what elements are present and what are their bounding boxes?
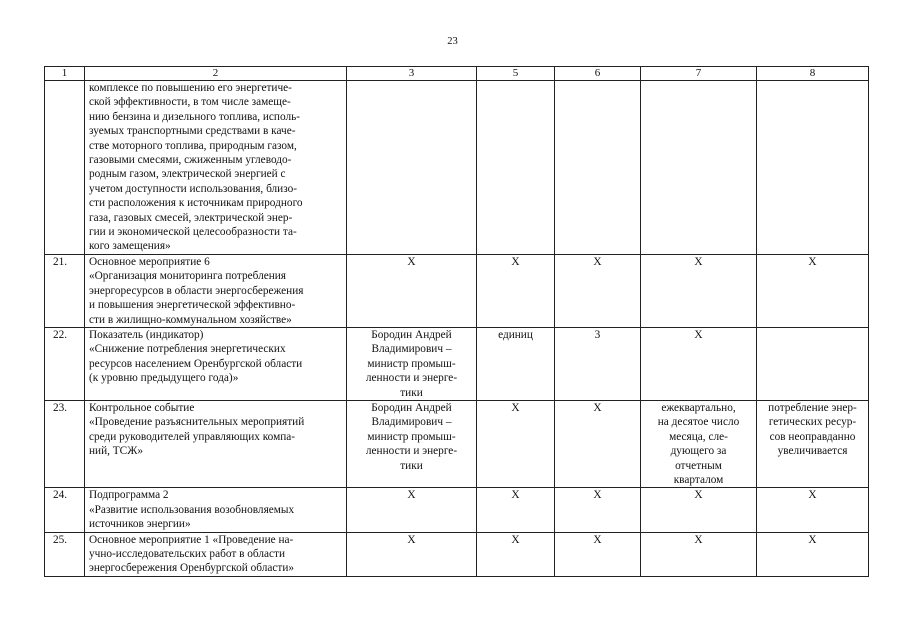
- cell-line: ленности и энерге-: [365, 445, 458, 458]
- risk-cell: [757, 254, 869, 327]
- cell-line: Х: [694, 489, 703, 502]
- page-number: 23: [447, 36, 458, 47]
- cell-line: Владимирович –: [371, 343, 452, 356]
- table-row: [45, 400, 869, 487]
- deadline-cell: [641, 327, 757, 400]
- responsible-cell: [347, 400, 477, 487]
- cell-line: Х: [407, 255, 416, 268]
- risk-cell: [757, 400, 869, 487]
- cell-line: Х: [808, 255, 817, 268]
- cell-line: «Проведение разъяснительных мероприятий: [89, 416, 305, 429]
- cell-line: Основное мероприятие 1 «Проведение на-: [89, 533, 294, 546]
- responsible-cell: [347, 532, 477, 576]
- cell-line: Х: [407, 533, 416, 546]
- cell-line: энергосбережения Оренбургской области»: [89, 562, 295, 575]
- column-header-5: 5: [477, 67, 555, 81]
- table-row: [45, 488, 869, 532]
- unit-cell: [477, 81, 555, 255]
- unit-cell: [477, 254, 555, 327]
- cell-line: Бородин Андрей: [371, 401, 452, 414]
- header-row: [45, 67, 869, 81]
- risk-cell: [757, 532, 869, 576]
- column-header-2: 2: [85, 67, 347, 81]
- cell-line: (к уровню предыдущего года)»: [89, 372, 239, 385]
- cell-line: Х: [694, 533, 703, 546]
- cell-line: сти в жилищно-коммунальном хозяйстве»: [89, 313, 292, 326]
- unit-cell: [477, 400, 555, 487]
- row-number: [45, 81, 85, 255]
- cell-line: сов неоправданно: [769, 430, 856, 443]
- value-cell: [555, 327, 641, 400]
- row-description: [85, 254, 347, 327]
- cell-line: Показатель (индикатор): [89, 328, 204, 341]
- cell-line: Х: [694, 255, 703, 268]
- responsible-cell: [347, 81, 477, 255]
- cell-line: ежеквартально,: [661, 401, 736, 414]
- cell-line: единиц: [498, 328, 533, 341]
- cell-line: учно-исследовательских работ в области: [89, 548, 286, 560]
- cell-line: потребление энер-: [768, 401, 857, 414]
- cell-line: среди руководителей управляющих компа-: [89, 430, 296, 443]
- cell-line: тики: [400, 386, 423, 399]
- cell-line: ресурсов населением Оренбургской области: [89, 357, 303, 370]
- table-row: [45, 81, 869, 255]
- row-number: 22.: [45, 327, 85, 400]
- responsible-cell: [347, 327, 477, 400]
- cell-line: Подпрограмма 2: [89, 489, 169, 502]
- cell-line: «Развитие использования возобновляемых: [89, 503, 295, 516]
- table-row: [45, 254, 869, 327]
- cell-line: Х: [808, 489, 817, 502]
- cell-line: Х: [511, 533, 520, 546]
- deadline-cell: [641, 81, 757, 255]
- cell-line: сти расположения к источникам природного: [89, 197, 303, 210]
- cell-line: комплексе по повышению его энергетиче-: [89, 82, 292, 94]
- row-number: 23.: [45, 400, 85, 487]
- column-header-1: 1: [45, 67, 85, 81]
- value-cell: [555, 400, 641, 487]
- cell-line: министр промыш-: [367, 357, 456, 370]
- cell-line: газовыми смесями, сжиженным углеводо-: [89, 154, 292, 167]
- cell-line: Х: [593, 489, 602, 502]
- cell-line: Х: [808, 533, 817, 546]
- unit-cell: [477, 532, 555, 576]
- row-description: [85, 400, 347, 487]
- cell-line: источников энергии»: [89, 518, 191, 531]
- cell-line: Х: [511, 255, 520, 268]
- risk-cell: [757, 327, 869, 400]
- cell-line: Х: [511, 489, 520, 502]
- cell-line: Контрольное событие: [89, 401, 195, 414]
- cell-line: кварталом: [673, 473, 724, 486]
- deadline-cell: [641, 488, 757, 532]
- cell-line: родным газом, электрической энергией с: [89, 168, 286, 181]
- responsible-cell: [347, 254, 477, 327]
- risk-cell: [757, 488, 869, 532]
- measures-table: [44, 66, 869, 577]
- cell-line: «Организация мониторинга потребления: [89, 270, 287, 283]
- cell-line: Х: [511, 401, 520, 414]
- responsible-cell: [347, 488, 477, 532]
- value-cell: [555, 81, 641, 255]
- cell-line: Х: [593, 533, 602, 546]
- risk-cell: [757, 81, 869, 255]
- cell-line: зуемых транспортными средствами в каче-: [89, 125, 296, 138]
- row-number: 21.: [45, 254, 85, 327]
- cell-line: Основное мероприятие 6: [89, 255, 210, 268]
- row-description: [85, 81, 347, 255]
- row-number: 25.: [45, 532, 85, 576]
- cell-line: гетических ресур-: [768, 416, 857, 429]
- row-number: 24.: [45, 488, 85, 532]
- cell-line: дующего за: [670, 445, 727, 458]
- cell-line: энергоресурсов в области энергосбережения: [89, 284, 304, 297]
- column-header-7: 7: [641, 67, 757, 81]
- cell-line: ленности и энерге-: [365, 372, 458, 385]
- column-header-6: 6: [555, 67, 641, 81]
- cell-line: отчетным: [675, 459, 722, 472]
- cell-line: на десятое число: [657, 416, 740, 429]
- deadline-cell: [641, 532, 757, 576]
- cell-line: Бородин Андрей: [371, 328, 452, 341]
- column-header-3: 3: [347, 67, 477, 81]
- cell-line: гии и экономической целесообразности та-: [89, 226, 297, 239]
- deadline-cell: [641, 254, 757, 327]
- cell-line: 3: [594, 328, 601, 341]
- cell-line: ний, ТСЖ»: [89, 445, 143, 458]
- unit-cell: [477, 327, 555, 400]
- cell-line: кого замещения»: [89, 240, 171, 253]
- column-header-8: 8: [757, 67, 869, 81]
- cell-line: Владимирович –: [371, 416, 452, 429]
- cell-line: Х: [694, 328, 703, 341]
- value-cell: [555, 532, 641, 576]
- row-description: [85, 532, 347, 576]
- deadline-cell: [641, 400, 757, 487]
- cell-line: нию бензина и дизельного топлива, исполь-: [89, 110, 301, 123]
- cell-line: учетом доступности использования, близо-: [89, 182, 298, 195]
- cell-line: увеличивается: [777, 445, 848, 458]
- cell-line: тики: [400, 459, 423, 472]
- value-cell: [555, 488, 641, 532]
- cell-line: Х: [593, 255, 602, 268]
- cell-line: газа, газовых смесей, электрической энер-: [89, 211, 293, 224]
- table-row: [45, 532, 869, 576]
- table-body: [45, 81, 869, 577]
- row-description: [85, 327, 347, 400]
- row-description: [85, 488, 347, 532]
- cell-line: министр промыш-: [367, 430, 456, 443]
- value-cell: [555, 254, 641, 327]
- table-row: [45, 327, 869, 400]
- unit-cell: [477, 488, 555, 532]
- cell-line: месяца, сле-: [669, 430, 728, 443]
- cell-line: и повышения энергетической эффективно-: [89, 299, 296, 312]
- cell-line: Х: [407, 489, 416, 502]
- cell-line: Х: [593, 401, 602, 414]
- cell-line: стве моторного топлива, природным газом,: [89, 139, 297, 152]
- cell-line: «Снижение потребления энергетических: [89, 343, 286, 356]
- cell-line: ской эффективности, в том числе замеще-: [89, 96, 291, 109]
